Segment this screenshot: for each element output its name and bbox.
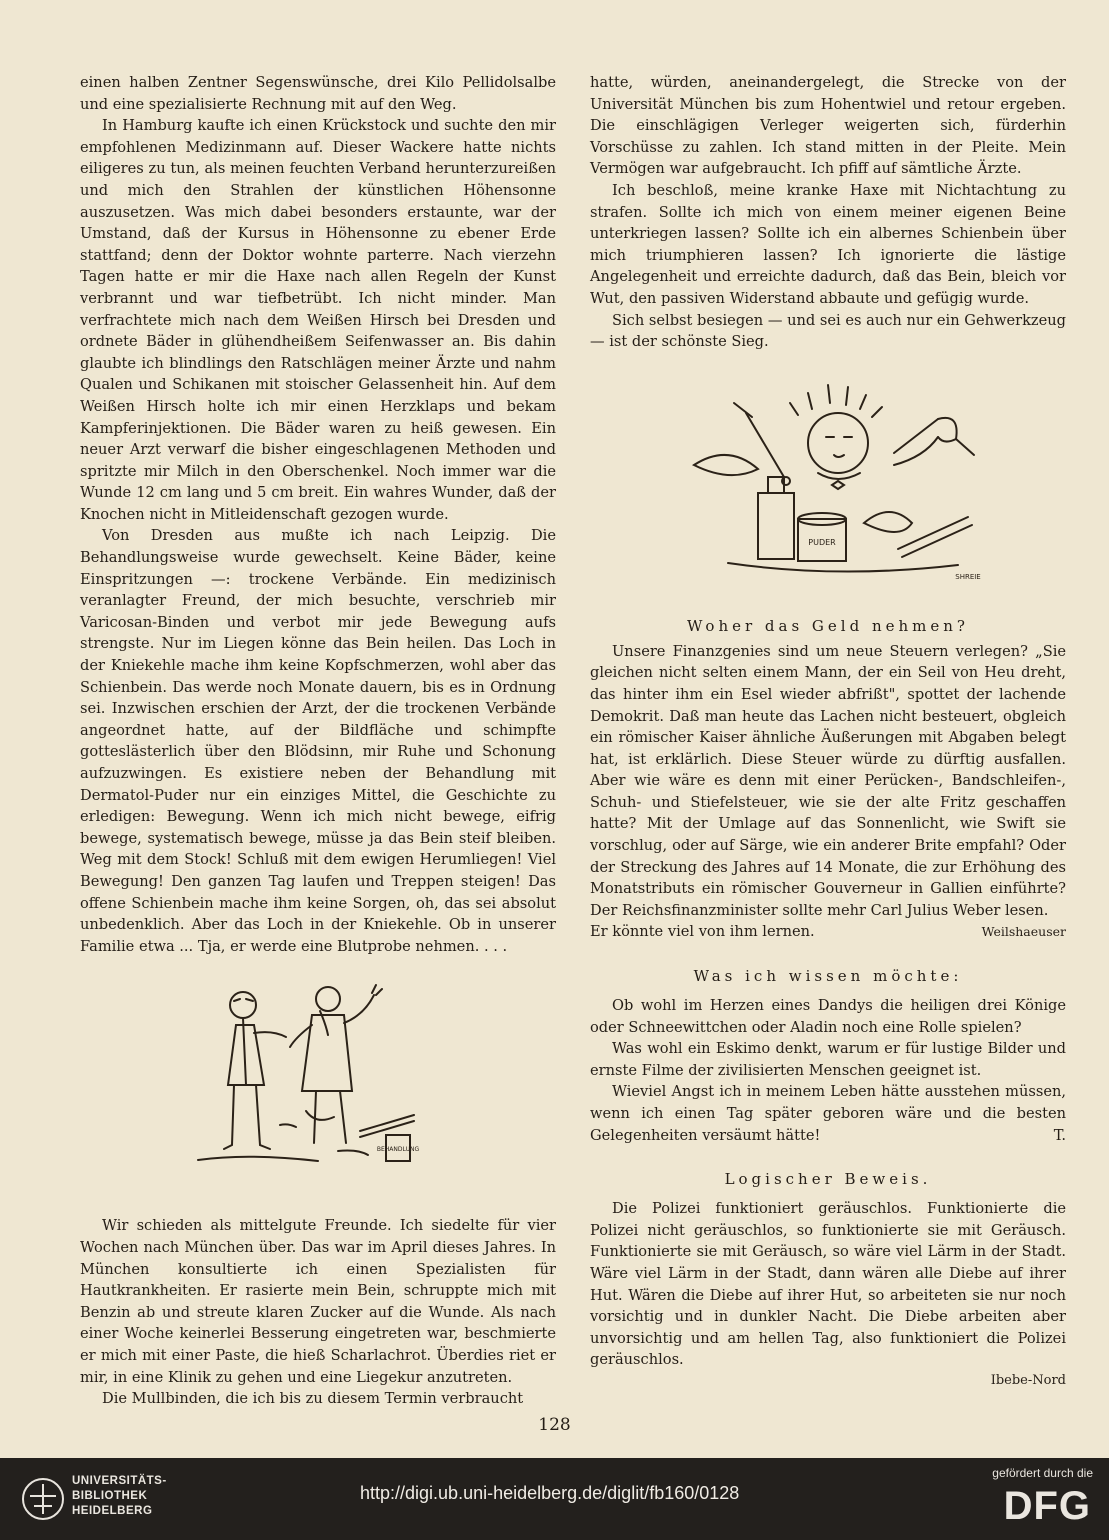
paragraph: Unsere Finanzgenies sind um neue Steuern verlegen? „Sie gleichen nicht selten einem Mann, der ein Seil von Heu dreht, das hinter ihm ein Esel wieder abfrißt", spottet der lachende Demokrit. Daß man heute das Lachen nicht besteuert, obgleich ein römischer Kaiser ähnliche Äußerungen mit Abgaben belegt hat, ist erklärlich. Diese Steuer würde zu dürftig ausfallen. Aber wie wäre es denn mit einer Perücken-, Bandschleifen-, Schuh- und Stiefelsteuer, wie sie der alte Fritz geschaffen hatte? Mit der Umlage auf das Sonnenlicht, wie Swift sie vorschlug, oder auf Särge, wie ein anderer Brite empfahl? Oder der Streckung des Jahres auf 14 Monate, die zur Erhöhung des Monatstributs ein römischer Gouverneur in Gallien einführte? Der Reichsfinanzminister sollte mehr Carl Julius Weber lesen. (590, 642, 1066, 919)
medicine-still-life-illustration (638, 373, 1018, 593)
paragraph: Ob wohl im Herzen eines Dandys die heiligen drei Könige oder Schneewittchen oder Aladin noch eine Rolle spielen? (590, 997, 1066, 1036)
library-name-line: HEIDELBERG (72, 1505, 153, 1517)
right-column (590, 72, 1066, 1391)
illustration-label: BEHANDLUNG (376, 1146, 420, 1154)
paragraph: Was wohl ein Eskimo denkt, warum er für lustige Bilder und ernste Filme der zivilisierten Menschen geeignet ist. (590, 1040, 1066, 1079)
digitization-footer (0, 1458, 1109, 1540)
paragraph: Wir schieden als mittelgute Freunde. Ich siedelte für vier Wochen nach München über. Das war im April dieses Jahres. In München konsultierte ich einen Spezialisten für Hautkrankheiten. Er rasierte mein Bein, schruppte mich mit Benzin ab und streute klaren Zucker auf die Wunde. Als nach einer Woche keinerlei Besserung eingetreten war, beschmierte er mich mit einer Paste, die hieß Scharlachrot. Überdies riet er mir, in eine Klinik zu gehen und eine Liegekur anzutreten. (80, 1217, 556, 1386)
section-heading: Was ich wissen möchte: (693, 967, 963, 986)
page-number: 128 (538, 1415, 571, 1435)
section-heading: Woher das Geld nehmen? (687, 616, 969, 635)
paragraph: Sich selbst besiegen — und sei es auch nur ein Gehwerkzeug — ist der schönste Sieg. (590, 311, 1066, 351)
author-signature: Ibebe-Nord (990, 1372, 1066, 1388)
left-column (80, 72, 556, 1410)
paragraph-text: Wieviel Angst ich in meinem Leben hätte ausstehen müssen, wenn ich einen Tag später geboren wäre und die besten Gelegenheiten versäumt hätte! (590, 1083, 1066, 1144)
author-signature: T. (1053, 1126, 1066, 1144)
paragraph (590, 1081, 1066, 1146)
author-signature: Weilshaeuser (981, 924, 1066, 940)
library-name-line: BIBLIOTHEK (72, 1490, 148, 1502)
library-name-line: UNIVERSITÄTS- (72, 1475, 167, 1487)
source-url-link[interactable]: http://digi.ub.uni-heidelberg.de/diglit/fb160/0128 (360, 1483, 740, 1503)
paragraph: Ich beschloß, meine kranke Haxe mit Nichtachtung zu strafen. Sollte ich mich von einem meiner eigenen Beine unterkriegen lassen? Sollte ich ein albernes Schienbein über mich triumphieren lassen? Ich ignorierte die lästige Angelegenheit und erreichte dadurch, daß das Bein, bleich vor Wut, den passiven Widerstand abbaute und gefügig wurde. (590, 181, 1066, 307)
paragraph: hatte, würden, aneinandergelegt, die Strecke von der Universität München bis zum Hohentwiel und retour ergeben. Die einschlägigen Verleger weigerten sich, fürderhin Vorschüsse zu zahlen. Ich stand mitten in der Pleite. Mein Vermögen war aufgebraucht. Ich pfiff auf sämtliche Ärzte. (590, 74, 1066, 178)
illustration-signature: SHREIE (955, 572, 981, 581)
closing-line (590, 921, 1066, 943)
section-heading: Logischer Beweis. (724, 1170, 932, 1189)
closing-text: Er könnte viel von ihm lernen. (590, 923, 815, 941)
library-name (72, 1474, 167, 1519)
paragraph: Die Mullbinden, die ich bis zu diesem Termin verbraucht (102, 1390, 524, 1408)
paragraph: Von Dresden aus mußte ich nach Leipzig. Die Behandlungsweise wurde gewechselt. Keine Bäder, keine Einspritzungen —: trockene Verbände. Ein medizinisch veranlagter Freund, der mich besuchte, verschrieb mir Varicosan-Binden und verbot mir jede Bewegung aufs strengste. Nur im Liegen könne das Bein heilen. Das Loch in der Kniekehle mache ihm keine Kopfschmerzen, wohl aber das Schienbein. Das werde noch Monate dauern, bis es in Ordnung sei. Inzwischen erschien der Arzt, der die trockenen Verbände angeordnet hatte, auf der Bildfläche und schimpfte gotteslästerlich über den Blödsinn, mir Ruhe und Schonung aufzuzwingen. Es existiere neben der Behandlung mit Dermatol-Puder nur ein einziges Mittel, die Geschichte zu erledigen: Bewegung. Wenn ich mich nicht bewege, eifrig bewege, systematisch bewege, müsse ja das Bein steif bleiben. Weg mit dem Stock! Schluß mit dem ewigen Herumliegen! Viel Bewegung! Den ganzen Tag laufen und Treppen steigen! Das offene Schienbein mache ihm keine Sorgen, oh, das sei absolut unbedenklich. Aber das Loch in der Kniekehle. Ob in unserer Familie etwa ... Tja, er werde eine Blutprobe nehmen. . . . (80, 527, 556, 955)
funded-by-text: gefördert durch die (992, 1466, 1093, 1480)
university-library-logo-icon (20, 1476, 66, 1522)
paragraph: In Hamburg kaufte ich einen Krückstock und suchte den mir empfohlenen Medizinmann auf. Dieser Wackere hatte nichts eiligeres zu tun, als meinen feuchten Verband herunterzureißen und mich den Strahlen der künstlichen Höhensonne auszusetzen. Was mich dabei besonders erstaunte, war der Umstand, daß der Kursus in Höhensonne zu ebener Erde stattfand; denn der Doktor wohnte parterre. Nach vierzehn Tagen hatte er mir die Haxe nach allen Regeln der Kunst verbrannt und war tiefbetrübt. Ich nicht minder. Man verfrachtete mich nach dem Weißen Hirsch bei Dresden und ordnete Bäder in glühendheißem Seifenwasser an. Bis dahin glaubte ich blindlings den Ratschlägen meiner Ärzte und nahm Qualen und Schikanen mit stoischer Gelassenheit hin. Auf dem Weißen Hirsch holte ich mir einen Herzklaps und bekam Kampferinjektionen. Die Bäder waren zu heiß gewesen. Ein neuer Arzt verwarf die bisher eingeschlagenen Methoden und spritzte mir Milch in den Oberschenkel. Noch immer war die Wunde 12 cm lang und 5 cm breit. Ein wahres Wunder, daß der Knochen nicht in Mitleidenschaft gezogen wurde. (80, 117, 556, 523)
paragraph: einen halben Zentner Segenswünsche, drei Kilo Pellidolsalbe und eine spezialisierte Rechnung mit auf den Weg. (80, 74, 556, 113)
doctor-patient-illustration (188, 975, 448, 1175)
dfg-logo: DFG (1003, 1484, 1091, 1528)
illustration-label: PUDER (808, 537, 836, 547)
paragraph: Die Polizei funktioniert geräuschlos. Funktionierte die Polizei nicht geräuschlos, so funktionierte sie mit Geräusch. Funktionierte sie mit Geräusch, so wäre viel Lärm in der Stadt. Wäre viel Lärm in der Stadt, dann wären alle Diebe auf ihrer Hut. Wären die Diebe auf ihrer Hut, so arbeiteten sie nur noch vorsichtig und in dunkler Nacht. Die Diebe arbeiten aber unvorsichtig und am hellen Tag, also funktioniert die Polizei geräuschlos. (590, 1200, 1066, 1369)
